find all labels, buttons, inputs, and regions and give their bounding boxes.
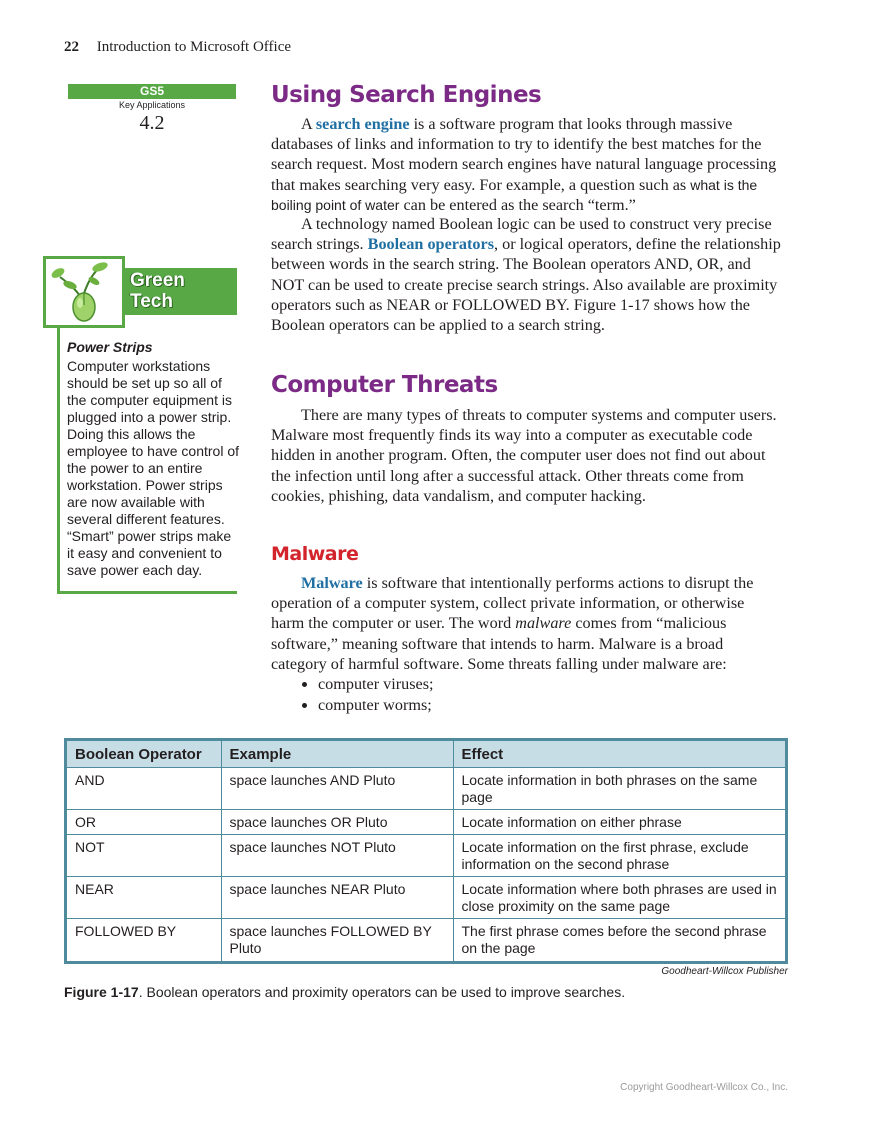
table-cell: space launches AND Pluto xyxy=(221,768,453,810)
table-row xyxy=(67,919,785,961)
p1-text-a: A xyxy=(301,115,316,133)
leaf-mouse-icon xyxy=(46,259,122,325)
figure-credit: Goodheart-Willcox Publisher xyxy=(661,966,788,977)
heading-computer-threats: Computer Threats xyxy=(271,372,498,398)
figure-label: Figure 1-17 xyxy=(64,984,139,1000)
column-header: Boolean Operator xyxy=(67,741,221,768)
malware-text-a: is software that intentionally performs actions to disrupt the operation of a computer system, collect private information, or otherwise harm the computer or user. The word xyxy=(271,574,754,633)
column-header: Effect xyxy=(453,741,785,768)
gs5-label: GS5 xyxy=(68,84,236,99)
search-engines-paragraph-2 xyxy=(271,214,781,335)
green-tech-title xyxy=(130,270,185,312)
table-cell: space launches OR Pluto xyxy=(221,810,453,835)
table-row xyxy=(67,810,785,835)
p1-text-b: is a software program that looks through massive databases of links and information to try to identify the best matches for the search request. Most modern search engines have natural language processing that makes searching very easy. For example, a question such as xyxy=(271,115,777,194)
caption-text: . Boolean operators and proximity operators can be used to improve searches. xyxy=(138,984,626,1000)
table-cell: Locate information on either phrase xyxy=(453,810,785,835)
table-row xyxy=(67,768,785,810)
table-cell: space launches NEAR Pluto xyxy=(221,877,453,919)
computer-threats-paragraph xyxy=(271,405,781,506)
column-header: Example xyxy=(221,741,453,768)
green-tech-title-line2: Tech xyxy=(130,291,173,312)
table-row xyxy=(67,835,785,877)
heading-using-search-engines: Using Search Engines xyxy=(271,82,542,108)
table-cell: The first phrase comes before the second phrase on the page xyxy=(461,923,767,956)
table-cell: FOLLOWED BY xyxy=(67,919,221,961)
table-cell: Locate information in both phrases on the same page xyxy=(453,768,785,810)
table-cell: Locate information on the first phrase, exclude information on the second phrase xyxy=(453,835,785,877)
gs5-number: 4.2 xyxy=(139,112,165,134)
example-query: what is the boiling point of water xyxy=(271,176,758,213)
p2-text-b: , or logical operators, define the relationship between words in the search string. The Boolean operators AND, OR, and NOT can be used to create precise search strings. Also available are proximity operators such as NEAR or FOLLOWED BY. Figure 1-17 shows how the Boolean operators can be applied to a search string. xyxy=(271,235,781,335)
copyright-notice: Copyright Goodheart-Willcox Co., Inc. xyxy=(620,1082,788,1093)
p1-text-c: can be entered as the search “term.” xyxy=(399,195,636,214)
green-tech-heading: Power Strips xyxy=(67,339,153,355)
keyword-search-engine: search engine xyxy=(315,115,410,133)
malware-italic-word: malware xyxy=(515,614,572,633)
green-tech-content xyxy=(67,339,239,579)
figure-caption xyxy=(64,984,625,1000)
malware-paragraph xyxy=(271,573,781,674)
table-cell: NOT xyxy=(67,835,221,877)
page-number: 22 xyxy=(64,39,79,55)
table-cell: space launches NOT Pluto xyxy=(221,835,453,877)
boolean-operators-table xyxy=(64,738,788,964)
table-header-row xyxy=(67,741,785,768)
list-item: • computer viruses; xyxy=(318,674,781,695)
keyword-boolean-operators: Boolean operators xyxy=(367,235,494,254)
table-cell: NEAR xyxy=(67,877,221,919)
keyword-malware: Malware xyxy=(301,574,363,592)
gs5-sub-label: Key Applications xyxy=(118,100,186,110)
green-tech-title-line1: Green xyxy=(130,270,185,291)
table-row xyxy=(67,877,785,919)
threats-text: There are many types of threats to computer systems and computer users. Malware most frequently finds its way into a computer as executable code hidden in another program. Often, the computer user does not find out about the infection until long after a successful attack. Other threats come from cookies, phishing, data vandalism, and computer hacking. xyxy=(271,406,777,505)
table-cell: Locate information where both phrases are used in close proximity on the same page xyxy=(453,877,785,919)
search-engines-paragraph-1 xyxy=(271,114,781,215)
green-tech-logo-box xyxy=(43,256,125,328)
table-cell: space launches FOLLOWED BY Pluto xyxy=(221,919,453,961)
gs5-marker xyxy=(68,84,236,135)
table-cell: AND xyxy=(67,768,221,810)
list-item: • computer worms; xyxy=(318,695,781,716)
green-tech-body: Computer workstations should be set up so all of the computer equipment is plugged into a power strip. Doing this allows the employee to have control of the power to an entire workstation. Power strips are now available with several different features. “Smart” power strips make it easy and convenient to save power each day. xyxy=(67,358,239,578)
malware-bullet-list xyxy=(271,674,781,715)
running-title: Introduction to Microsoft Office xyxy=(96,39,292,55)
heading-malware: Malware xyxy=(271,543,359,565)
table-cell: OR xyxy=(67,810,221,835)
p2-text-a: A technology named Boolean logic can be used to construct very precise search strings. xyxy=(271,215,772,254)
malware-text-b: comes from “malicious software,” meaning software that intends to harm. Malware is a broad category of harmful software. Some threats falling under malware are: xyxy=(271,614,727,673)
page-header xyxy=(64,39,291,56)
